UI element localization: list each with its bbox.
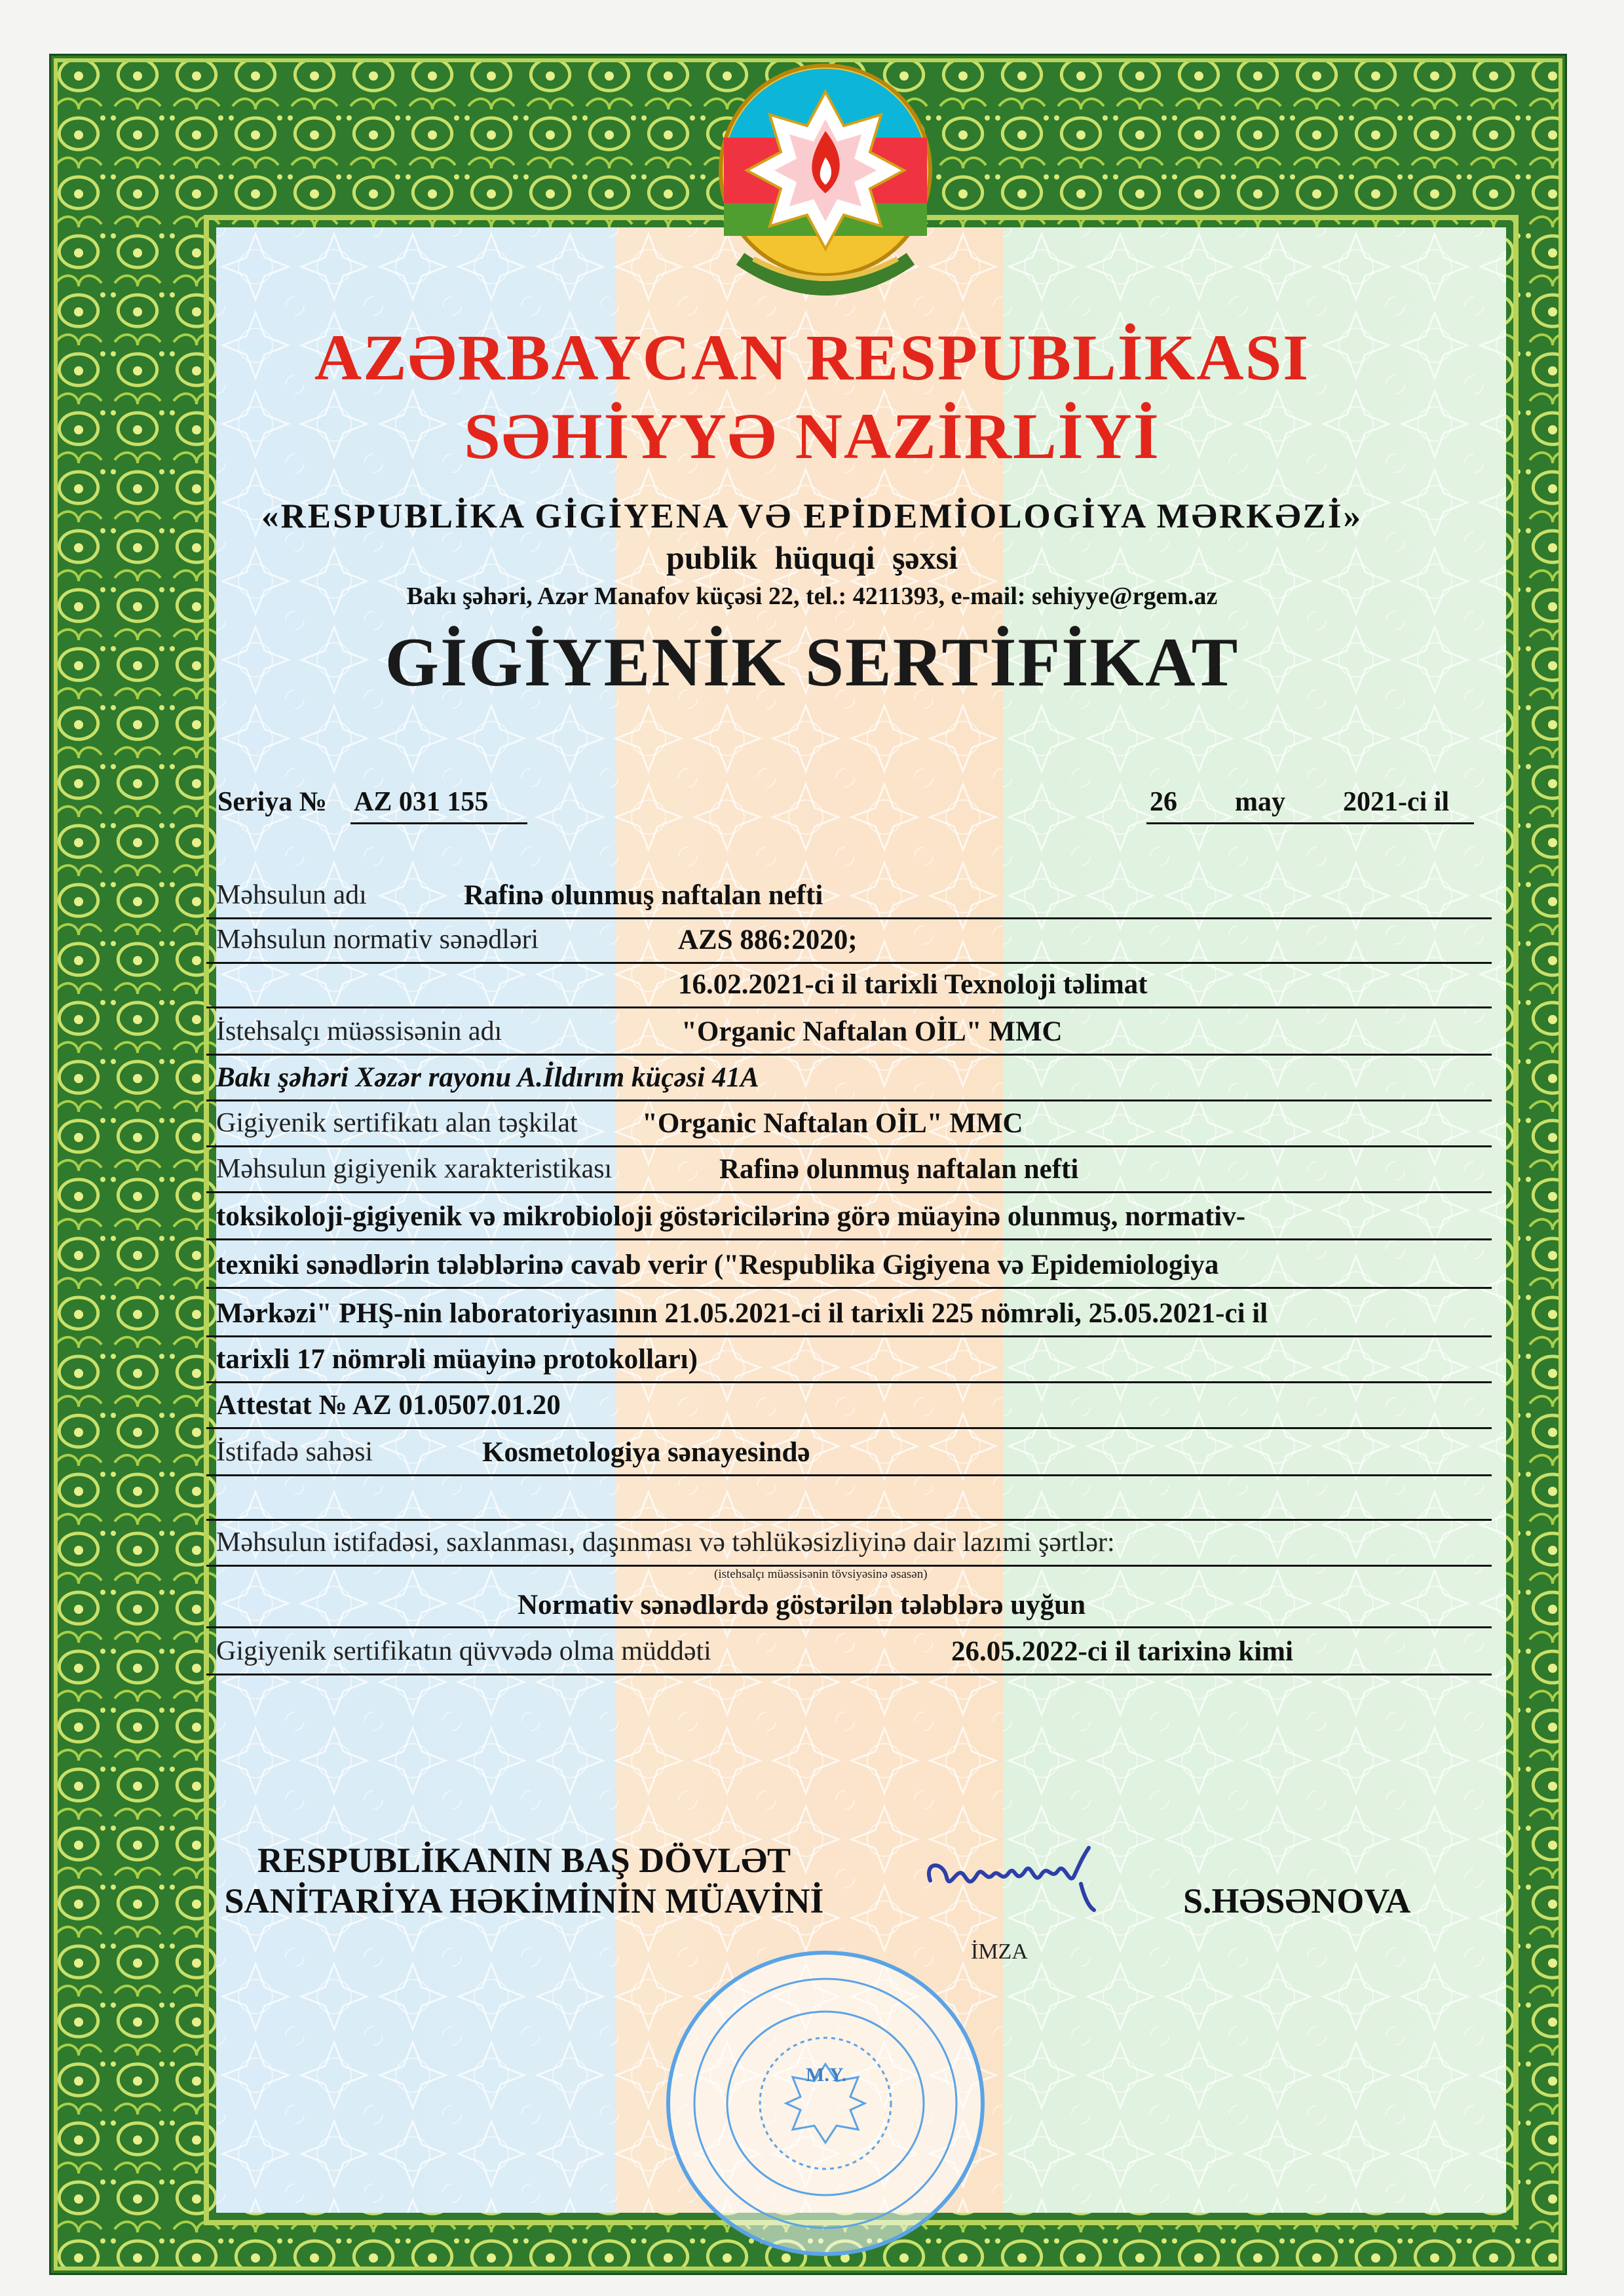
conditions-value: Normativ sənədlərdə göstərilən tələblərə uyğun [518, 1590, 1086, 1620]
manufacturer-address: Bakı şəhəri Xəzər rayonu A.İldırım küçəsi 41A [216, 1062, 759, 1093]
republic-title: AZƏRBAYCAN RESPUBLİKASI [314, 321, 1310, 394]
signatory-position-2: SANİTARİYA HƏKİMİNİN MÜAVİNİ [224, 1881, 824, 1921]
usage-value: Kosmetologiya sənayesində [482, 1437, 810, 1468]
official-seal [655, 1940, 996, 2267]
row-line [206, 1427, 1492, 1429]
certificate-title: GİGİYENİK SERTİFİKAT [385, 624, 1239, 700]
attestat-number: Attestat № AZ 01.0507.01.20 [216, 1390, 561, 1421]
row-line [206, 1006, 1492, 1008]
manufacturer-value: "Organic Naftalan OİL" MMC [681, 1016, 1063, 1047]
recipient-value: "Organic Naftalan OİL" MMC [642, 1108, 1023, 1139]
characteristic-value-3: texniki sənədlərin tələblərinə cavab verir ("Respublika Gigiyena və Epidemiologiya [216, 1250, 1219, 1280]
row-line [206, 917, 1492, 919]
row-line [206, 1519, 1492, 1521]
ministry-title: SƏHİYYƏ NAZİRLİYİ [464, 400, 1160, 472]
characteristic-value-5: tarixli 17 nömrəli müayinə protokolları) [216, 1344, 698, 1375]
product-name-value: Rafinə olunmuş naftalan nefti [464, 880, 823, 911]
characteristic-value-1: Rafinə olunmuş naftalan nefti [719, 1154, 1079, 1185]
norm-docs-value-2: 16.02.2021-ci il tarixli Texnoloji təlimat [678, 969, 1148, 1000]
organization-address: Bakı şəhəri, Azər Manafov küçəsi 22, tel.: 4211393, e-mail: sehiyye@rgem.az [406, 583, 1218, 610]
row-line [206, 1626, 1492, 1628]
norm-docs-value-1: AZS 886:2020; [678, 925, 858, 955]
row-line [206, 1565, 1492, 1567]
date-underline [1146, 822, 1474, 824]
organization-name: «RESPUBLİKA GİGİYENA VƏ EPİDEMİOLOGİYA MƏRKƏZİ» [261, 497, 1363, 535]
characteristic-label: Məhsulun gigiyenik xarakteristikası [216, 1154, 613, 1184]
row-line [206, 962, 1492, 964]
series-label: Seriya № [217, 787, 328, 817]
conditions-label: Məhsulun istifadəsi, saxlanması, daşınması və təhlükəsizliyinə dair lazımi şərtlər: [216, 1527, 1115, 1558]
product-name-label: Məhsulun adı [216, 880, 367, 910]
row-line [206, 1474, 1492, 1476]
validity-label: Gigiyenik sertifikatın qüvvədə olma müddəti [216, 1636, 711, 1666]
signatory-position-1: RESPUBLİKANIN BAŞ DÖVLƏT [257, 1841, 791, 1880]
azerbaijan-emblem-icon [714, 62, 937, 311]
norm-docs-label: Məhsulun normativ sənədləri [216, 925, 539, 955]
signature-label: İMZA [971, 1940, 1028, 1964]
seal-initials: M.Y. [806, 2064, 847, 2086]
conditions-note: (istehsalçı müəssisənin tövsiyəsinə əsasən) [714, 1567, 928, 1581]
series-number: AZ 031 155 [354, 787, 489, 817]
date-day: 26 [1150, 787, 1177, 817]
row-line [206, 1145, 1492, 1147]
row-line [206, 1674, 1492, 1675]
organization-type: publik hüquqi şəxsi [666, 539, 958, 576]
row-line [206, 1054, 1492, 1056]
manufacturer-label: İstehsalçı müəssisənin adı [216, 1016, 502, 1046]
row-line [206, 1191, 1492, 1193]
date-month: may [1235, 787, 1285, 817]
row-line [206, 1335, 1492, 1337]
row-line [206, 1287, 1492, 1289]
characteristic-value-4: Mərkəzi" PHŞ-nin laboratoriyasının 21.05.2021-ci il tarixli 225 nömrəli, 25.05.2021-ci il [216, 1298, 1268, 1329]
row-line [206, 1381, 1492, 1383]
signatory-name: S.HƏSƏNOVA [1183, 1881, 1411, 1921]
row-line [206, 1238, 1492, 1240]
validity-value: 26.05.2022-ci il tarixinə kimi [951, 1636, 1293, 1667]
usage-label: İstifadə sahəsi [216, 1437, 373, 1467]
date-year: 2021-ci il [1343, 787, 1450, 817]
row-line [206, 1100, 1492, 1101]
handwritten-signature [917, 1835, 1107, 1920]
characteristic-value-2: toksikoloji-gigiyenik və mikrobioloji göstəricilərinə görə müayinə olunmuş, normativ- [216, 1201, 1246, 1232]
series-underline [350, 822, 527, 824]
recipient-label: Gigiyenik sertifikatı alan təşkilat [216, 1108, 578, 1138]
